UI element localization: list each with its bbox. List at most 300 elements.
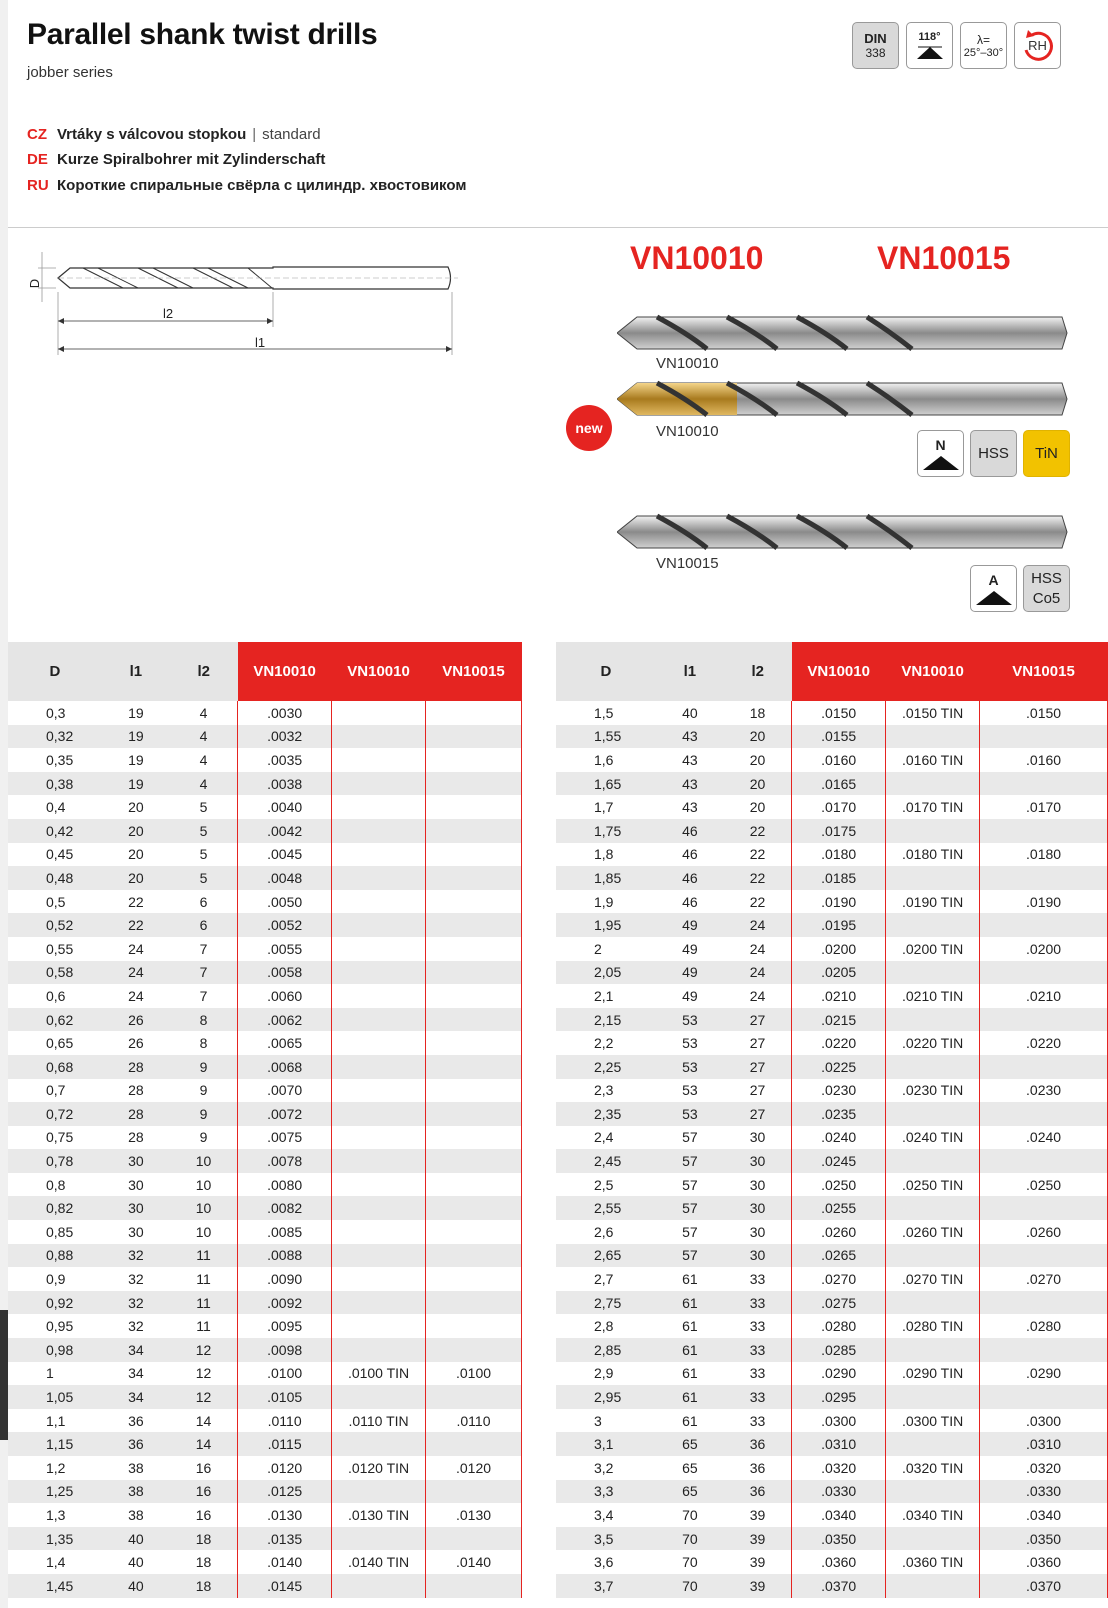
cell-l1: 24: [128, 987, 144, 1004]
cell-vn10015: [426, 701, 522, 725]
cell-l1: 22: [102, 913, 170, 937]
point-angle-icon: [906, 22, 953, 69]
cell-vn10010-tin: .0100 TIN: [332, 1362, 426, 1386]
cell-vn10015: [426, 819, 522, 843]
vn10015-material-icons: [970, 565, 1070, 612]
cell-l1: 43: [682, 799, 698, 816]
cell-vn10010-tin: [886, 1527, 980, 1551]
table-row: [556, 725, 1108, 749]
cell-d: 2,95: [556, 1385, 656, 1409]
cell-l1: 32: [102, 1291, 170, 1315]
drill-label-1: VN10010: [656, 355, 719, 372]
cell-l1: 34: [128, 1365, 144, 1382]
cell-vn10010-tin: [332, 1314, 426, 1338]
cell-vn10015: .0240: [980, 1126, 1108, 1150]
cell-d: 1,6: [594, 751, 614, 768]
cell-vn10010: .0100: [238, 1362, 332, 1386]
cell-l1: 57: [682, 1129, 698, 1146]
cell-vn10010: .0205: [792, 961, 886, 985]
type-n-icon: [917, 430, 964, 477]
separator: |: [252, 126, 257, 143]
page-subtitle: jobber series: [27, 64, 113, 81]
cell-d: 3,1: [556, 1432, 656, 1456]
table-row: [8, 1244, 522, 1268]
col-header-l2: l2: [724, 642, 792, 701]
cell-l2: 6: [170, 913, 238, 937]
cell-l1: 57: [682, 1223, 698, 1240]
cell-d: 0,42: [8, 819, 102, 843]
cell-d: 2: [594, 940, 602, 957]
cell-l1: 24: [128, 940, 144, 957]
cell-vn10015: .0370: [980, 1574, 1108, 1598]
cell-l2: 20: [749, 799, 766, 816]
cell-l1: 65: [682, 1459, 698, 1476]
cell-l2: 24: [724, 913, 792, 937]
lang-code: CZ: [27, 126, 47, 143]
table-row: [556, 1079, 1108, 1103]
cell-vn10010-tin: .0200 TIN: [886, 937, 980, 961]
cell-l2: 10: [170, 1149, 238, 1173]
cell-vn10015: [426, 1126, 522, 1150]
table-row: [8, 1149, 522, 1173]
table-row: [556, 701, 1108, 725]
cell-vn10010-tin: [886, 1196, 980, 1220]
cell-d: 2,75: [556, 1291, 656, 1315]
lang-text: Vrtáky s válcovou stopkou: [57, 126, 247, 143]
point-shape-icon: [915, 43, 945, 61]
cell-vn10015: [426, 961, 522, 985]
cell-l1: 49: [656, 913, 724, 937]
cell-vn10015: [426, 937, 522, 961]
din-label: DIN: [864, 31, 887, 46]
cell-vn10015: [980, 1291, 1108, 1315]
cell-l1: 19: [102, 725, 170, 749]
cell-l1: 19: [102, 772, 170, 796]
table-row: [556, 1031, 1108, 1055]
cell-l2: 12: [195, 1365, 212, 1382]
cell-l1: 49: [682, 940, 698, 957]
cell-vn10010: .0110: [238, 1409, 332, 1433]
cell-vn10015: .0190: [980, 890, 1108, 914]
cell-d: 1,2: [46, 1459, 66, 1476]
cell-vn10015: [426, 1385, 522, 1409]
hss-label: HSS: [978, 445, 1009, 462]
table-row: [8, 701, 522, 725]
cell-d: 0,85: [46, 1223, 74, 1240]
table-row: [8, 725, 522, 749]
cell-l2: 30: [749, 1223, 766, 1240]
cell-vn10010-tin: [332, 701, 426, 725]
cell-l1: 28: [102, 1102, 170, 1126]
col-header-d: D: [8, 642, 102, 701]
cell-vn10010-tin: [332, 1008, 426, 1032]
cell-vn10015: [426, 890, 522, 914]
cell-d: 3,7: [556, 1574, 656, 1598]
cell-vn10010-tin: [332, 725, 426, 749]
cell-vn10015: .0300: [980, 1409, 1108, 1433]
cell-vn10010-tin: .0190 TIN: [886, 890, 980, 914]
cell-l1: 61: [682, 1318, 698, 1335]
cell-l2: 39: [749, 1554, 766, 1571]
cell-vn10010: .0115: [238, 1432, 332, 1456]
cell-d: 3,4: [594, 1506, 614, 1523]
table-row: [556, 1385, 1108, 1409]
cell-vn10010: .0078: [238, 1149, 332, 1173]
col-header-l1: l1: [102, 642, 170, 701]
cell-vn10010-tin: [332, 890, 426, 914]
cell-vn10010: .0095: [238, 1314, 332, 1338]
cell-d: 0,78: [8, 1149, 102, 1173]
cell-l2: 20: [724, 725, 792, 749]
cell-vn10015: .0290: [980, 1362, 1108, 1386]
cell-vn10010-tin: [332, 1220, 426, 1244]
cell-l2: 7: [199, 940, 208, 957]
cell-vn10010-tin: [886, 1480, 980, 1504]
cell-vn10010: .0042: [238, 819, 332, 843]
cell-vn10015: .0120: [426, 1456, 522, 1480]
cell-vn10010: .0210: [792, 984, 886, 1008]
cell-vn10015: .0150: [980, 701, 1108, 725]
cell-l1: 61: [656, 1291, 724, 1315]
cell-l2: 22: [724, 866, 792, 890]
table-row: [556, 1503, 1108, 1527]
col-header-vn10015: VN10015: [426, 642, 522, 701]
cell-d: 2,15: [556, 1008, 656, 1032]
col-header-vn10010: VN10010: [792, 642, 886, 701]
table-row: [556, 866, 1108, 890]
cell-d: 1,85: [556, 866, 656, 890]
table-row: [8, 1079, 522, 1103]
cell-l2: 33: [724, 1338, 792, 1362]
cell-l2: 14: [195, 1412, 212, 1429]
cell-vn10010-tin: [332, 1267, 426, 1291]
cell-d: 1,3: [46, 1506, 66, 1523]
cell-vn10010-tin: [332, 1079, 426, 1103]
col-header-vn10010-tin: VN10010: [332, 642, 426, 701]
cell-l1: 34: [102, 1385, 170, 1409]
cell-l2: 20: [749, 751, 766, 768]
cell-l1: 53: [656, 1008, 724, 1032]
cell-vn10010-tin: .0260 TIN: [886, 1220, 980, 1244]
cell-l1: 43: [656, 772, 724, 796]
cell-l2: 30: [749, 1176, 766, 1193]
cell-vn10015: [980, 772, 1108, 796]
cell-vn10010: .0265: [792, 1244, 886, 1268]
angle-value: 118°: [918, 30, 941, 43]
cell-l2: 12: [170, 1385, 238, 1409]
cell-vn10010-tin: [886, 1055, 980, 1079]
cell-l2: 39: [724, 1527, 792, 1551]
cell-l1: 40: [682, 704, 698, 721]
cell-vn10010-tin: [886, 1102, 980, 1126]
cell-d: 0,72: [8, 1102, 102, 1126]
cell-l2: 11: [196, 1271, 211, 1288]
cell-vn10015: [980, 913, 1108, 937]
cell-l1: 61: [682, 1271, 698, 1288]
cell-d: 1: [46, 1365, 54, 1382]
lang-extra: standard: [262, 126, 321, 143]
cell-l2: 22: [749, 893, 766, 910]
cell-l1: 30: [128, 1223, 144, 1240]
cell-l2: 5: [170, 866, 238, 890]
cell-l1: 43: [656, 725, 724, 749]
cell-vn10010: .0190: [792, 890, 886, 914]
cell-l1: 53: [656, 1102, 724, 1126]
cell-d: 1,65: [556, 772, 656, 796]
drill-image-vn10015: [617, 512, 1069, 552]
cell-vn10015: [426, 1527, 522, 1551]
cell-l2: 9: [199, 1129, 208, 1146]
cell-vn10010: .0130: [238, 1503, 332, 1527]
cell-l2: 33: [724, 1291, 792, 1315]
cell-l1: 61: [682, 1412, 698, 1429]
table-row: [556, 937, 1108, 961]
cell-vn10010: .0220: [792, 1031, 886, 1055]
cell-vn10010-tin: [332, 795, 426, 819]
cell-l1: 57: [656, 1196, 724, 1220]
cell-d: 2,2: [594, 1035, 614, 1052]
cell-vn10015: [426, 1031, 522, 1055]
lang-line-de: [27, 151, 325, 168]
table-row: [556, 819, 1108, 843]
table-row: [556, 748, 1108, 772]
cell-vn10010-tin: .0170 TIN: [886, 795, 980, 819]
cell-l1: 30: [102, 1196, 170, 1220]
spec-icons: [852, 22, 1061, 69]
cell-vn10010-tin: [332, 1338, 426, 1362]
table-row: [556, 890, 1108, 914]
cell-vn10010: .0098: [238, 1338, 332, 1362]
cell-l1: 70: [656, 1574, 724, 1598]
cell-vn10010-tin: .0220 TIN: [886, 1031, 980, 1055]
cell-l2: 11: [170, 1244, 238, 1268]
col-header-vn10010: VN10010: [238, 642, 332, 701]
cell-vn10010: .0032: [238, 725, 332, 749]
cell-l2: 39: [724, 1574, 792, 1598]
cell-l1: 46: [682, 846, 698, 863]
lang-line-ru: [27, 177, 466, 194]
page-title: Parallel shank twist drills: [27, 18, 378, 51]
table-row: [556, 1314, 1108, 1338]
cell-vn10010: .0085: [238, 1220, 332, 1244]
cell-vn10010: .0105: [238, 1385, 332, 1409]
cell-vn10010: .0195: [792, 913, 886, 937]
cell-vn10010: .0310: [792, 1432, 886, 1456]
cell-l1: 20: [128, 799, 144, 816]
cell-vn10010: .0200: [792, 937, 886, 961]
cell-d: 1,5: [594, 704, 614, 721]
cell-vn10010-tin: [332, 937, 426, 961]
cell-vn10015: .0250: [980, 1173, 1108, 1197]
cell-vn10015: [426, 1480, 522, 1504]
table-row: [556, 1102, 1108, 1126]
cell-l2: 36: [724, 1432, 792, 1456]
cell-d: 2,85: [556, 1338, 656, 1362]
cell-d: 2,6: [594, 1223, 614, 1240]
cell-vn10010: .0370: [792, 1574, 886, 1598]
table-row: [8, 1574, 522, 1598]
cell-l2: 24: [749, 940, 766, 957]
cell-vn10010: .0150: [792, 701, 886, 725]
cell-vn10010-tin: .0250 TIN: [886, 1173, 980, 1197]
cell-vn10010: .0165: [792, 772, 886, 796]
table-row: [556, 1480, 1108, 1504]
cell-vn10010-tin: [332, 748, 426, 772]
cell-l2: 12: [170, 1338, 238, 1362]
cell-vn10010-tin: [886, 1385, 980, 1409]
cell-vn10010: .0290: [792, 1362, 886, 1386]
cell-vn10015: [426, 725, 522, 749]
cell-vn10015: [426, 1220, 522, 1244]
table-row: [8, 1031, 522, 1055]
table-row: [8, 1409, 522, 1433]
cell-d: 2,35: [556, 1102, 656, 1126]
cell-vn10015: .0200: [980, 937, 1108, 961]
cell-d: 1,7: [594, 799, 614, 816]
table-header-row: [556, 642, 1108, 701]
table-row: [8, 1291, 522, 1315]
cell-vn10010: .0350: [792, 1527, 886, 1551]
cell-vn10010: .0060: [238, 984, 332, 1008]
cell-vn10015: .0260: [980, 1220, 1108, 1244]
cell-l2: 7: [170, 961, 238, 985]
table-row: [556, 1550, 1108, 1574]
cell-vn10015: .0100: [426, 1362, 522, 1386]
cell-vn10010: .0330: [792, 1480, 886, 1504]
cell-d: 0,45: [46, 846, 74, 863]
cell-vn10010-tin: .0320 TIN: [886, 1456, 980, 1480]
cell-d: 2,9: [594, 1365, 614, 1382]
table-row: [556, 1055, 1108, 1079]
cell-vn10015: [980, 1244, 1108, 1268]
cell-vn10010-tin: [332, 1244, 426, 1268]
cell-d: 2,05: [556, 961, 656, 985]
cell-vn10015: .0130: [426, 1503, 522, 1527]
cell-vn10010-tin: [332, 1149, 426, 1173]
page-edge-marker: [0, 1310, 8, 1440]
cell-l2: 22: [724, 819, 792, 843]
cell-d: 0,6: [46, 987, 66, 1004]
cell-l2: 10: [170, 1196, 238, 1220]
cell-d: 2,65: [556, 1244, 656, 1268]
cell-vn10010: .0225: [792, 1055, 886, 1079]
cell-vn10015: [426, 984, 522, 1008]
cell-l2: 30: [724, 1149, 792, 1173]
cell-l2: 24: [749, 987, 766, 1004]
cell-vn10015: [426, 1574, 522, 1598]
cell-l1: 53: [682, 1035, 698, 1052]
lang-line-cz: [27, 126, 321, 143]
cell-vn10010: .0145: [238, 1574, 332, 1598]
cell-vn10010: .0038: [238, 772, 332, 796]
type-a-icon: [970, 565, 1017, 612]
cell-d: 1,45: [8, 1574, 102, 1598]
diagram-l2-label: l2: [163, 306, 174, 321]
cell-vn10010-tin: [332, 819, 426, 843]
cell-l2: 27: [724, 1008, 792, 1032]
cell-l2: 33: [749, 1271, 766, 1288]
table-row: [556, 1362, 1108, 1386]
col-header-l1: l1: [656, 642, 724, 701]
cell-vn10010-tin: [886, 1291, 980, 1315]
cell-l1: 43: [682, 751, 698, 768]
cell-vn10010: .0260: [792, 1220, 886, 1244]
cell-vn10015: [426, 1314, 522, 1338]
table-row: [556, 1432, 1108, 1456]
cell-vn10010: .0055: [238, 937, 332, 961]
cell-vn10015: [980, 1102, 1108, 1126]
table-row: [8, 843, 522, 867]
cell-vn10010: .0070: [238, 1079, 332, 1103]
cell-l1: 61: [656, 1385, 724, 1409]
table-row: [8, 795, 522, 819]
cell-vn10010-tin: .0140 TIN: [332, 1550, 426, 1574]
cell-vn10010-tin: .0230 TIN: [886, 1079, 980, 1103]
cell-l1: 26: [128, 1035, 144, 1052]
product-code-vn10010: VN10010: [630, 240, 764, 276]
cell-l1: 57: [656, 1149, 724, 1173]
cell-d: 0,82: [8, 1196, 102, 1220]
table-row: [8, 961, 522, 985]
cell-l2: 24: [724, 961, 792, 985]
cell-vn10010: .0270: [792, 1267, 886, 1291]
table-row: [556, 772, 1108, 796]
cell-vn10010: .0160: [792, 748, 886, 772]
table-row: [8, 1220, 522, 1244]
cell-l2: 39: [749, 1506, 766, 1523]
cell-vn10010: .0125: [238, 1480, 332, 1504]
cell-l2: 33: [749, 1365, 766, 1382]
cell-d: 2,4: [594, 1129, 614, 1146]
table-row: [8, 748, 522, 772]
cell-d: 2,3: [594, 1082, 614, 1099]
cell-vn10010: .0185: [792, 866, 886, 890]
cell-l2: 5: [199, 846, 208, 863]
table-row: [8, 1503, 522, 1527]
cell-vn10015: [426, 748, 522, 772]
lambda-value: 25°–30°: [963, 46, 1004, 59]
cell-vn10010: .0175: [792, 819, 886, 843]
table-row: [8, 890, 522, 914]
cell-l1: 38: [128, 1459, 144, 1476]
cell-l2: 27: [724, 1102, 792, 1126]
cell-d: 2,5: [594, 1176, 614, 1193]
cell-vn10010-tin: [886, 1574, 980, 1598]
drill-image-vn10010-tin: [617, 379, 1069, 419]
cell-d: 3,6: [594, 1554, 614, 1571]
cell-l2: 10: [195, 1223, 212, 1240]
cell-l2: 14: [170, 1432, 238, 1456]
cell-l1: 65: [656, 1432, 724, 1456]
cell-vn10010-tin: [332, 1291, 426, 1315]
cell-d: 3: [594, 1412, 602, 1429]
cell-d: 1,95: [556, 913, 656, 937]
cell-l1: 20: [128, 846, 144, 863]
hss-co5-line1: HSS: [1031, 570, 1062, 587]
cell-l2: 27: [724, 1055, 792, 1079]
cell-l1: 26: [102, 1008, 170, 1032]
new-badge: new: [566, 405, 612, 451]
cell-d: 0,8: [46, 1176, 66, 1193]
cell-vn10010-tin: [886, 1244, 980, 1268]
cell-d: 0,88: [8, 1244, 102, 1268]
rotation-label: RH: [1028, 38, 1047, 53]
cell-l2: 33: [724, 1385, 792, 1409]
cell-l2: 10: [195, 1176, 212, 1193]
cell-l1: 40: [102, 1574, 170, 1598]
cell-vn10010: .0155: [792, 725, 886, 749]
cell-vn10015: [426, 1244, 522, 1268]
